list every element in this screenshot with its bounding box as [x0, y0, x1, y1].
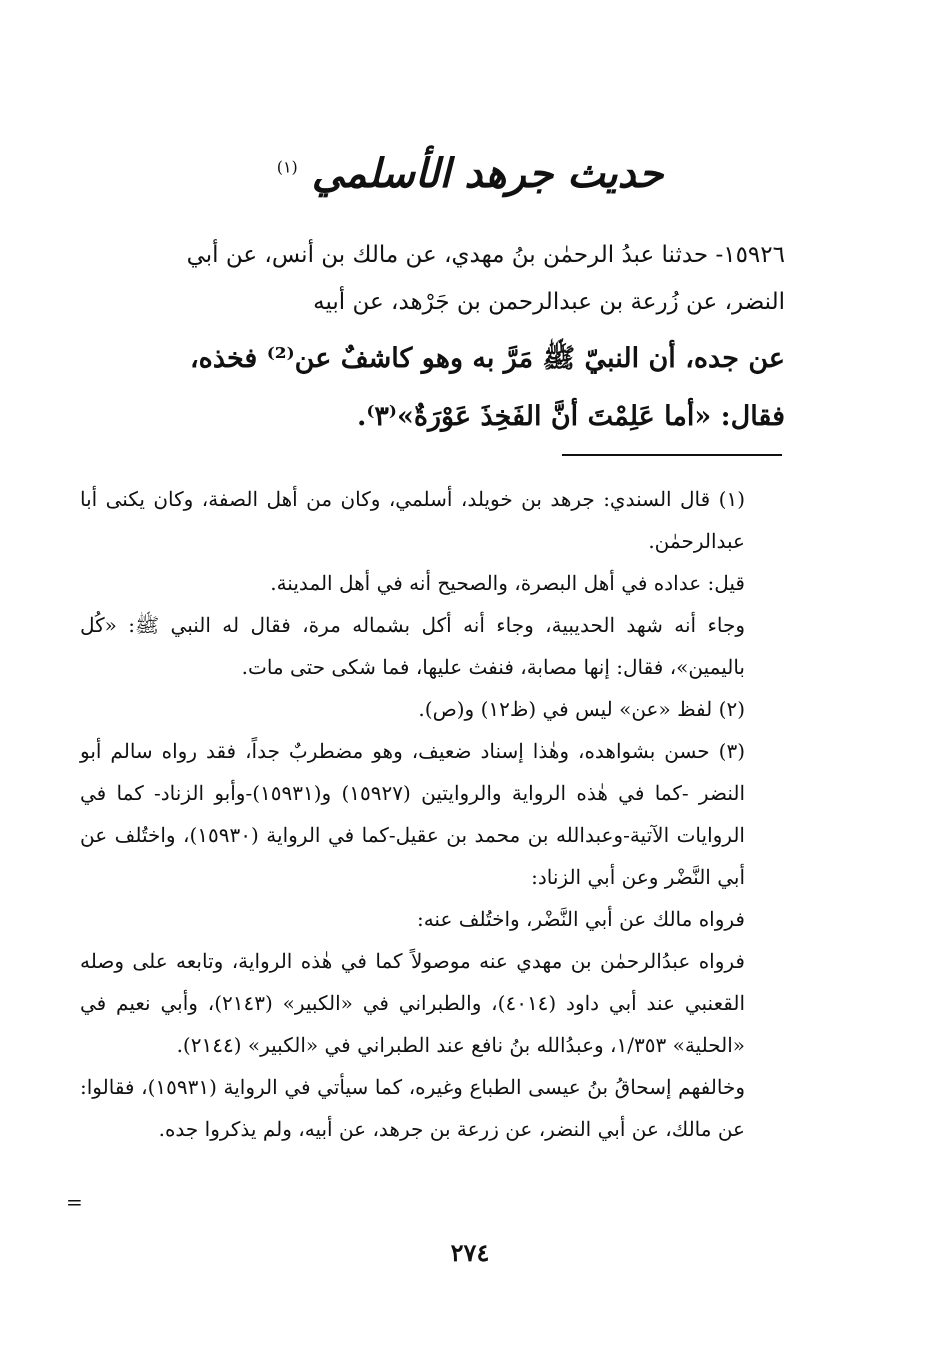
section-title [250, 150, 690, 197]
page-number: ٢٧٤ [450, 1238, 490, 1267]
footnote-divider [562, 454, 782, 456]
footnote-2: (٢) لفظ «عن» ليس في (ظ١٢) و(ص). [418, 697, 745, 721]
footnotes [80, 478, 785, 1150]
continuation-mark: = [66, 1190, 83, 1214]
title-text: حديث جرهد الأسلمي [311, 150, 664, 197]
footnote-3-cont-a: فرواه مالك عن أبي النَّضْر، واختُلف عنه: [416, 907, 745, 931]
footnote-3-cont-c: وخالفهم إسحاقُ بنُ عيسى الطباع وغيره، كما سيأتي في الرواية (١٥٩٣١)، فقالوا: عن مالك، عن أبي النضر، عن زرعة بن جرهد، عن أبيه، ولم يذكروا جده. [80, 1075, 745, 1141]
title-footnote-ref: (١) [276, 157, 298, 177]
footnote-1-cont-a: قيل: عداده في أهل البصرة، والصحيح أنه في أهل المدينة. [270, 571, 745, 595]
matn-line-1: عن جده، أن النبيّ ﷺ مَرَّ به وهو كاشفٌ عن⁽²⁾ فخذه، [189, 343, 785, 374]
isnad-line-1: ١٥٩٢٦- حدثنا عبدُ الرحمٰن بنُ مهدي، عن مالك بن أنس، عن أبي [186, 242, 785, 268]
footnote-3: (٣) حسن بشواهده، وهٰذا إسناد ضعيف، وهو مضطربٌ جداً، فقد رواه سالم أبو النضر -كما في هٰذه الرواية والروايتين (١٥٩٢٧) و(١٥٩٣١)-وأبو الزناد- كما في الروايات الآتية-وعبدالله بن محمد بن عقيل-كما في الرواية (١٥٩٣٠)، واختُلف عن أبي النَّضْر وعن أبي الزناد: [80, 739, 745, 889]
footnote-1-cont-b: وجاء أنه شهد الحديبية، وجاء أنه أكل بشماله مرة، فقال له النبي ﷺ: «كُل باليمين»، فقال: إنها مصابة، فنفث عليها، فما شكى حتى مات. [80, 613, 745, 679]
hadith-isnad [80, 232, 785, 326]
footnote-3-cont-b: فرواه عبدُالرحمٰن بن مهدي عنه موصولاً كما في هٰذه الرواية، وتابعه على وصله القعنبي عند أبي داود (٤٠١٤)، والطبراني في «الكبير» (٢١٤٣)، وأبي نعيم في «الحلية» ١/٣٥٣، وعبدُالله بنُ نافع عند الطبراني في «الكبير» (٢١٤٤). [80, 949, 745, 1057]
matn-line-2: فقال: «أما عَلِمْتَ أنَّ الفَخِذَ عَوْرَةٌ»⁽٣⁾. [356, 401, 785, 432]
isnad-line-2: النضر، عن زُرعة بن عبدالرحمن بن جَرْهد، عن أبيه [313, 289, 785, 315]
footnote-1: (١) قال السندي: جرهد بن خويلد، أسلمي، وكان من أهل الصفة، وكان يكنى أبا عبدالرحمٰن. [80, 487, 745, 553]
hadith-matn [80, 330, 785, 446]
